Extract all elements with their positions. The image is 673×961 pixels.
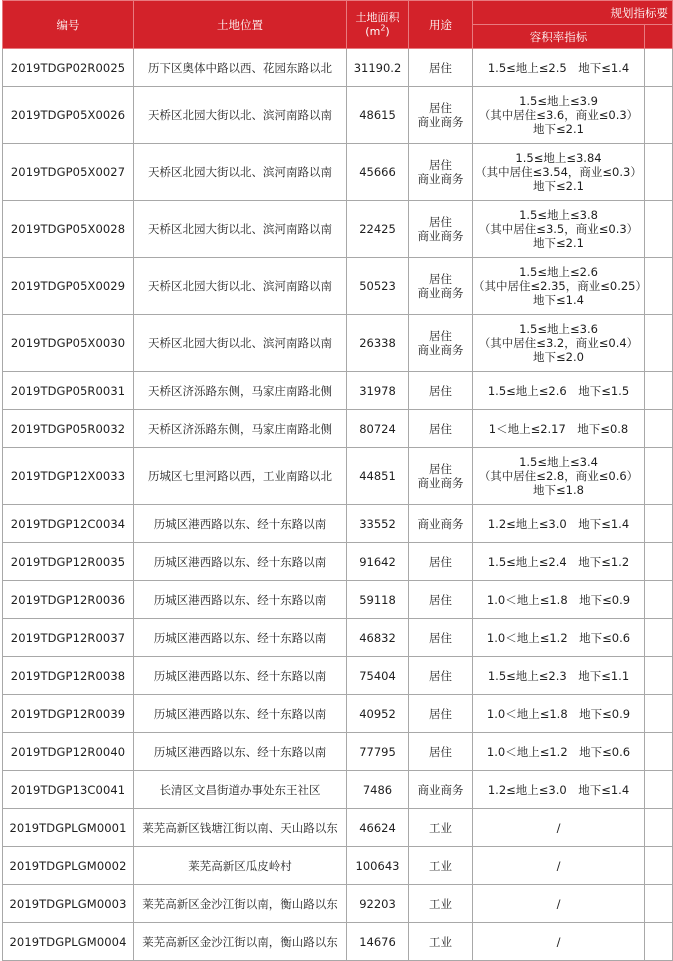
table-row — [3, 543, 673, 581]
cell-extra — [645, 144, 673, 201]
far-line: （其中居住≤3.6，商业≤0.3） — [478, 108, 639, 122]
cell-far — [473, 771, 645, 809]
table-row — [3, 448, 673, 505]
table-row — [3, 733, 673, 771]
cell-use — [409, 201, 473, 258]
cell-location: 天桥区北园大街以北、滨河南路以南 — [134, 315, 347, 372]
table-row — [3, 771, 673, 809]
header-planning: 规划指标要 — [473, 1, 673, 25]
far-line: 1.5≤地上≤2.4 地下≤1.2 — [487, 554, 630, 569]
use-line: 居住 — [429, 668, 452, 683]
far-line: 1.2≤地上≤3.0 地下≤1.4 — [487, 516, 630, 531]
cell-code: 2019TDGP12R0040 — [3, 733, 134, 771]
cell-extra — [645, 657, 673, 695]
header-area-line1: 土地面积 — [355, 10, 400, 24]
cell-code: 2019TDGP12X0033 — [3, 448, 134, 505]
cell-location: 历城区港西路以东、经十东路以南 — [134, 543, 347, 581]
use-line: 工业 — [429, 820, 452, 835]
table-row — [3, 695, 673, 733]
table-row — [3, 809, 673, 847]
cell-location: 天桥区北园大街以北、滨河南路以南 — [134, 87, 347, 144]
cell-use — [409, 695, 473, 733]
cell-location: 历城区港西路以东、经十东路以南 — [134, 657, 347, 695]
cell-location: 天桥区北园大街以北、滨河南路以南 — [134, 144, 347, 201]
use-line: 居住 — [429, 421, 452, 436]
cell-far — [473, 923, 645, 961]
far-line: 1.5≤地上≤3.84 — [515, 151, 602, 165]
table-row — [3, 315, 673, 372]
table-row — [3, 87, 673, 144]
table-row — [3, 923, 673, 961]
far-line: 地下≤2.1 — [533, 179, 584, 193]
cell-extra — [645, 372, 673, 410]
cell-extra — [645, 410, 673, 448]
cell-area: 22425 — [347, 201, 409, 258]
far-line: 1.0＜地上≤1.8 地下≤0.9 — [486, 592, 631, 607]
far-line: / — [556, 820, 561, 835]
far-line: （其中居住≤2.8，商业≤0.6） — [478, 469, 639, 483]
cell-extra — [645, 448, 673, 505]
use-line: 居住 — [429, 592, 452, 607]
use-line: 商业商务 — [417, 476, 464, 490]
cell-far — [473, 258, 645, 315]
cell-extra — [645, 87, 673, 144]
table-row — [3, 410, 673, 448]
use-line: 商业商务 — [417, 782, 464, 797]
cell-area: 100643 — [347, 847, 409, 885]
cell-extra — [645, 258, 673, 315]
cell-far — [473, 144, 645, 201]
cell-code: 2019TDGPLGM0001 — [3, 809, 134, 847]
cell-far — [473, 505, 645, 543]
cell-location: 天桥区北园大街以北、滨河南路以南 — [134, 201, 347, 258]
far-line: / — [556, 858, 561, 873]
far-line: 1.5≤地上≤3.4 — [519, 455, 598, 469]
table-row — [3, 372, 673, 410]
cell-extra — [645, 543, 673, 581]
use-line: 商业商务 — [417, 516, 464, 531]
far-line: （其中居住≤3.5，商业≤0.3） — [478, 222, 639, 236]
header-extra — [645, 25, 673, 49]
cell-area: 46624 — [347, 809, 409, 847]
cell-location: 天桥区北园大街以北、滨河南路以南 — [134, 258, 347, 315]
cell-location: 莱芜高新区瓜皮岭村 — [134, 847, 347, 885]
use-line: 居住 — [429, 158, 452, 172]
cell-code: 2019TDGP12R0035 — [3, 543, 134, 581]
table-row — [3, 581, 673, 619]
far-line: 1.2≤地上≤3.0 地下≤1.4 — [487, 782, 630, 797]
far-line: 地下≤2.0 — [533, 350, 584, 364]
far-line: （其中居住≤2.35，商业≤0.25） — [473, 279, 647, 293]
cell-use — [409, 372, 473, 410]
cell-use — [409, 258, 473, 315]
cell-use — [409, 809, 473, 847]
cell-code: 2019TDGP05R0031 — [3, 372, 134, 410]
table-row — [3, 847, 673, 885]
cell-far — [473, 657, 645, 695]
cell-use — [409, 619, 473, 657]
cell-use — [409, 315, 473, 372]
far-line: 1＜地上≤2.17 地下≤0.8 — [488, 421, 629, 436]
table-row — [3, 49, 673, 87]
cell-far — [473, 315, 645, 372]
cell-area: 91642 — [347, 543, 409, 581]
cell-far — [473, 49, 645, 87]
cell-use — [409, 448, 473, 505]
cell-code: 2019TDGP05X0029 — [3, 258, 134, 315]
cell-location: 历城区七里河路以西，工业南路以北 — [134, 448, 347, 505]
cell-area: 26338 — [347, 315, 409, 372]
cell-area: 46832 — [347, 619, 409, 657]
table-row — [3, 144, 673, 201]
cell-area: 31190.2 — [347, 49, 409, 87]
use-line: 工业 — [429, 934, 452, 949]
cell-use — [409, 505, 473, 543]
use-line: 商业商务 — [417, 115, 464, 129]
cell-code: 2019TDGP12R0037 — [3, 619, 134, 657]
cell-use — [409, 771, 473, 809]
cell-far — [473, 448, 645, 505]
cell-extra — [645, 771, 673, 809]
far-line: 1.5≤地上≤2.6 — [519, 265, 598, 279]
header-location: 土地位置 — [134, 1, 347, 49]
cell-far — [473, 201, 645, 258]
cell-code: 2019TDGP05X0028 — [3, 201, 134, 258]
cell-location: 天桥区济泺路东侧，马家庄南路北侧 — [134, 372, 347, 410]
header-code: 编号 — [3, 1, 134, 49]
use-line: 居住 — [429, 101, 452, 115]
cell-area: 31978 — [347, 372, 409, 410]
table-row — [3, 201, 673, 258]
far-line: （其中居住≤3.2，商业≤0.4） — [478, 336, 639, 350]
far-line: 1.5≤地上≤2.6 地下≤1.5 — [487, 383, 630, 398]
cell-location: 历城区港西路以东、经十东路以南 — [134, 695, 347, 733]
use-line: 商业商务 — [417, 172, 464, 186]
cell-far — [473, 619, 645, 657]
cell-code: 2019TDGP13C0041 — [3, 771, 134, 809]
cell-use — [409, 885, 473, 923]
cell-far — [473, 885, 645, 923]
use-line: 居住 — [429, 60, 452, 75]
cell-code: 2019TDGP12C0034 — [3, 505, 134, 543]
cell-far — [473, 847, 645, 885]
cell-area: 50523 — [347, 258, 409, 315]
cell-extra — [645, 923, 673, 961]
table-row — [3, 657, 673, 695]
cell-code: 2019TDGPLGM0002 — [3, 847, 134, 885]
cell-extra — [645, 847, 673, 885]
use-line: 居住 — [429, 462, 452, 476]
cell-extra — [645, 201, 673, 258]
cell-use — [409, 410, 473, 448]
table-row — [3, 885, 673, 923]
cell-use — [409, 923, 473, 961]
cell-code: 2019TDGPLGM0003 — [3, 885, 134, 923]
far-line: 1.0＜地上≤1.2 地下≤0.6 — [486, 744, 631, 759]
far-line: 地下≤1.4 — [533, 293, 584, 307]
far-line: 1.5≤地上≤3.9 — [519, 94, 598, 108]
cell-area: 44851 — [347, 448, 409, 505]
cell-use — [409, 847, 473, 885]
cell-use — [409, 657, 473, 695]
use-line: 商业商务 — [417, 343, 464, 357]
use-line: 工业 — [429, 896, 452, 911]
cell-extra — [645, 49, 673, 87]
use-line: 居住 — [429, 706, 452, 721]
cell-extra — [645, 733, 673, 771]
cell-far — [473, 87, 645, 144]
cell-extra — [645, 581, 673, 619]
cell-far — [473, 581, 645, 619]
cell-extra — [645, 619, 673, 657]
header-area — [347, 1, 409, 49]
header-area-line2: $(m^2)$ — [365, 22, 390, 38]
cell-use — [409, 543, 473, 581]
table-row — [3, 258, 673, 315]
cell-location: 莱芜高新区金沙江街以南，衡山路以东 — [134, 923, 347, 961]
cell-far — [473, 372, 645, 410]
header-far: 容积率指标 — [473, 25, 645, 49]
far-line: 1.0＜地上≤1.2 地下≤0.6 — [486, 630, 631, 645]
cell-far — [473, 809, 645, 847]
use-line: 商业商务 — [417, 229, 464, 243]
cell-code: 2019TDGP12R0038 — [3, 657, 134, 695]
cell-far — [473, 543, 645, 581]
use-line: 居住 — [429, 215, 452, 229]
table-header — [3, 1, 673, 49]
cell-far — [473, 733, 645, 771]
cell-area: 59118 — [347, 581, 409, 619]
cell-area: 14676 — [347, 923, 409, 961]
cell-code: 2019TDGP02R0025 — [3, 49, 134, 87]
cell-area: 75404 — [347, 657, 409, 695]
cell-code: 2019TDGP05X0026 — [3, 87, 134, 144]
far-line: 1.0＜地上≤1.8 地下≤0.9 — [486, 706, 631, 721]
table-body — [3, 49, 673, 961]
cell-code: 2019TDGP05X0027 — [3, 144, 134, 201]
cell-code: 2019TDGP05R0032 — [3, 410, 134, 448]
table-row — [3, 619, 673, 657]
use-line: 居住 — [429, 630, 452, 645]
cell-location: 历城区港西路以东、经十东路以南 — [134, 619, 347, 657]
far-line: 地下≤2.1 — [533, 122, 584, 136]
cell-use — [409, 87, 473, 144]
cell-extra — [645, 695, 673, 733]
far-line: 地下≤1.8 — [533, 483, 584, 497]
use-line: 商业商务 — [417, 286, 464, 300]
far-line: / — [556, 896, 561, 911]
far-line: 地下≤2.1 — [533, 236, 584, 250]
far-line: 1.5≤地上≤2.3 地下≤1.1 — [487, 668, 630, 683]
use-line: 居住 — [429, 554, 452, 569]
cell-location: 莱芜高新区金沙江街以南，衡山路以东 — [134, 885, 347, 923]
cell-extra — [645, 809, 673, 847]
cell-area: 33552 — [347, 505, 409, 543]
land-parcel-table — [2, 0, 673, 961]
table-row — [3, 505, 673, 543]
far-line: 1.5≤地上≤3.8 — [519, 208, 598, 222]
cell-extra — [645, 315, 673, 372]
cell-location: 历下区奥体中路以西、花园东路以北 — [134, 49, 347, 87]
cell-area: 7486 — [347, 771, 409, 809]
cell-use — [409, 49, 473, 87]
cell-area: 80724 — [347, 410, 409, 448]
cell-location: 历城区港西路以东、经十东路以南 — [134, 733, 347, 771]
cell-location: 天桥区济泺路东侧，马家庄南路北侧 — [134, 410, 347, 448]
cell-far — [473, 410, 645, 448]
cell-area: 77795 — [347, 733, 409, 771]
use-line: 居住 — [429, 744, 452, 759]
use-line: 居住 — [429, 383, 452, 398]
use-line: 居住 — [429, 272, 452, 286]
use-line: 工业 — [429, 858, 452, 873]
cell-far — [473, 695, 645, 733]
far-line: （其中居住≤3.54，商业≤0.3） — [475, 165, 642, 179]
cell-area: 48615 — [347, 87, 409, 144]
cell-code: 2019TDGP12R0036 — [3, 581, 134, 619]
header-use: 用途 — [409, 1, 473, 49]
cell-use — [409, 733, 473, 771]
cell-location: 长清区文昌街道办事处东王社区 — [134, 771, 347, 809]
cell-area: 40952 — [347, 695, 409, 733]
cell-code: 2019TDGP12R0039 — [3, 695, 134, 733]
cell-extra — [645, 885, 673, 923]
cell-code: 2019TDGP05X0030 — [3, 315, 134, 372]
use-line: 居住 — [429, 329, 452, 343]
cell-area: 45666 — [347, 144, 409, 201]
cell-code: 2019TDGPLGM0004 — [3, 923, 134, 961]
cell-use — [409, 581, 473, 619]
cell-extra — [645, 505, 673, 543]
far-line: 1.5≤地上≤3.6 — [519, 322, 598, 336]
cell-area: 92203 — [347, 885, 409, 923]
cell-location: 历城区港西路以东、经十东路以南 — [134, 505, 347, 543]
far-line: / — [556, 934, 561, 949]
cell-location: 莱芜高新区钱塘江街以南、天山路以东 — [134, 809, 347, 847]
far-line: 1.5≤地上≤2.5 地下≤1.4 — [487, 60, 630, 75]
cell-location: 历城区港西路以东、经十东路以南 — [134, 581, 347, 619]
cell-use — [409, 144, 473, 201]
